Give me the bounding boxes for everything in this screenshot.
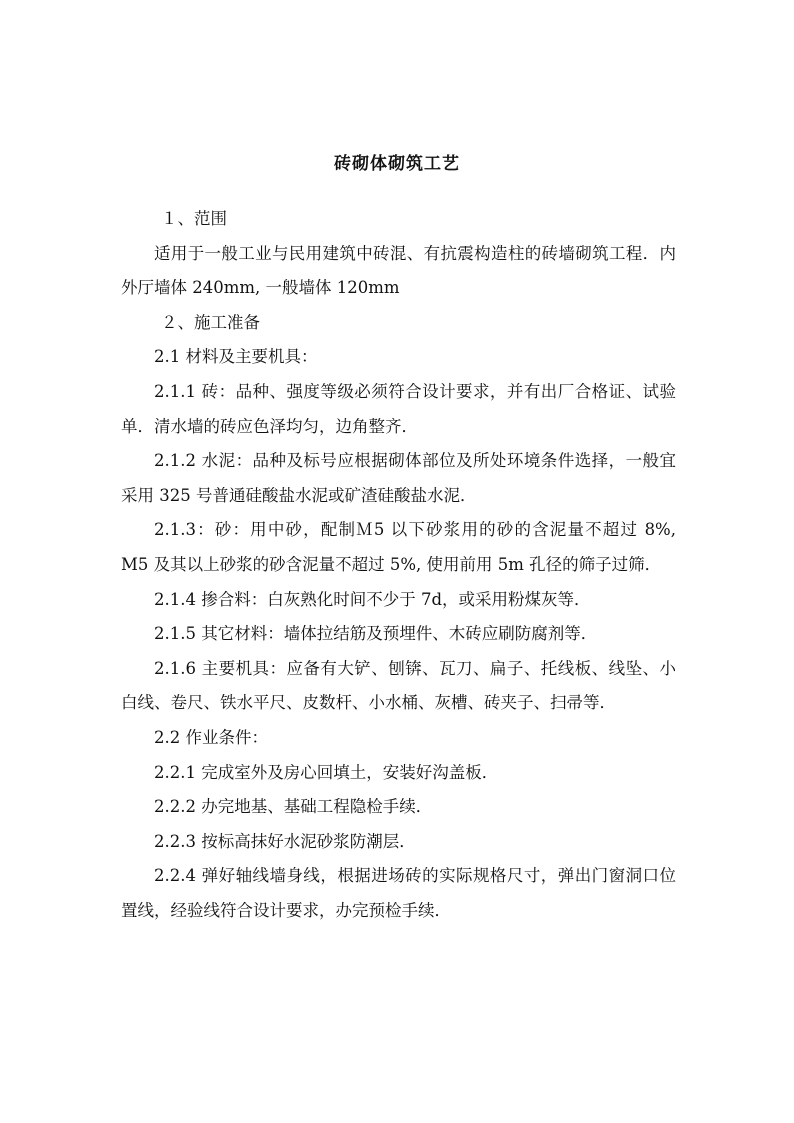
paragraph-sand: 2.1.3：砂：用中砂，配制Ｍ5 以下砂浆用的砂的含泥量不超过 8%, M5 及其以上砂浆的砂含泥量不超过 5%, 使用前用 5m 孔径的筛子过筛．	[121, 520, 676, 574]
paragraph-tools: 2.1.6 主要机具：应备有大铲、刨锛、瓦刀、扁子、托线板、线坠、小白线、卷尺、铁水平尺、皮数杆、小水桶、灰槽、砖夹子、扫帚等．	[121, 658, 676, 713]
document-title: 砖砌体砌筑工艺	[334, 154, 460, 174]
paragraph-cement: 2.1.2 水泥：品种及标号应根据砌体部位及所处环境条件选择，一般宜采用 325 号普通硅酸盐水泥或矿渣硅酸盐水泥．	[121, 451, 676, 505]
paragraph-axis-lines: 2.2.4 弹好轴线墙身线，根据进场砖的实际规格尺寸，弹出门窗洞口位置线，经验线符合设计要求，办完预检手续．	[121, 866, 676, 920]
paragraph-damp-proof: 2.2.3 按标高抹好水泥砂浆防潮层．	[154, 831, 416, 851]
section-heading-scope: １、范围	[161, 209, 227, 228]
paragraph-inspection: 2.2.2 办完地基、基础工程隐检手续．	[154, 797, 433, 817]
paragraph-scope: 适用于一般工业与民用建筑中砖混、有抗震构造柱的砖墙砌筑工程．内外厅墙体 240mm, 一般墙体 120mm	[121, 243, 676, 298]
paragraph-brick: 2.1.1 砖：品种、强度等级必须符合设计要求，并有出厂合格证、试验单．清水墙的砖应色泽均匀，边角整齐．	[121, 381, 676, 436]
paragraph-materials-heading: 2.1 材料及主要机具：	[154, 347, 318, 367]
document-body	[121, 202, 676, 928]
section-heading-preparation: ２、施工准备	[161, 312, 260, 332]
paragraph-backfill: 2.2.1 完成室外及房心回填土，安装好沟盖板．	[154, 762, 499, 782]
paragraph-work-conditions-heading: 2.2 作业条件：	[154, 727, 268, 747]
paragraph-admixture: 2.1.4 掺合料：白灰熟化时间不少于 7d，或采用粉煤灰等．	[154, 589, 591, 609]
paragraph-other-materials: 2.1.5 其它材料：墙体拉结筋及预埋件、木砖应刷防腐剂等．	[154, 624, 598, 644]
